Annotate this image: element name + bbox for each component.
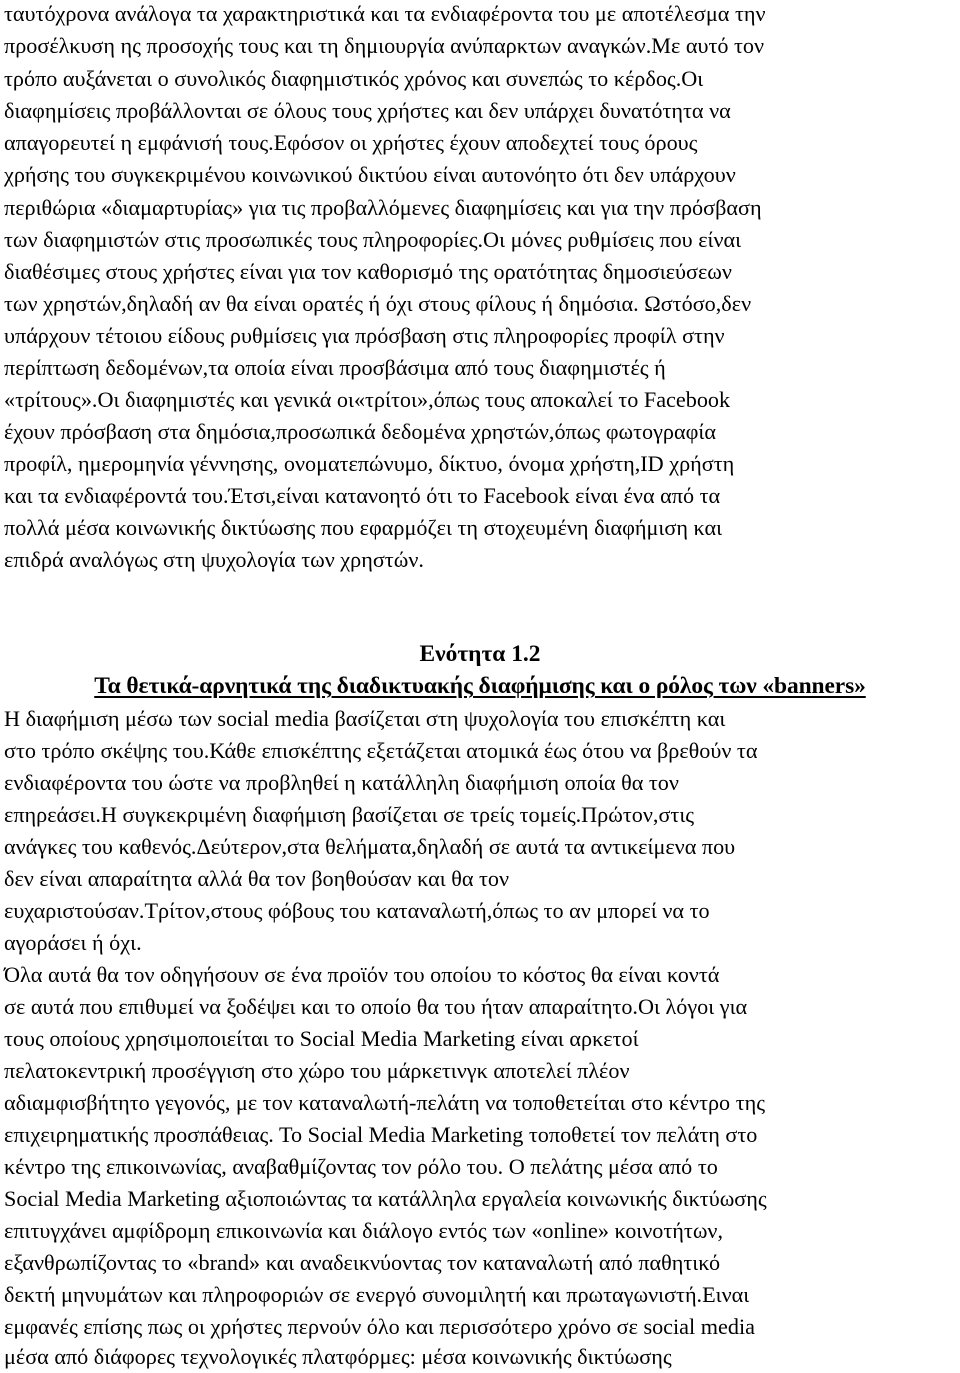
text-line: περιθώρια «διαμαρτυρίας» για τις προβαλλόμενες διαφημίσεις και για την πρόσβαση [4, 195, 762, 220]
text-line: αγοράσει ή όχι. [4, 930, 142, 955]
text-line: πελατοκεντρική προσέγγιση στο χώρο του μάρκετινγκ αποτελεί πλέον [4, 1058, 630, 1083]
text-line: αδιαμφισβήτητο γεγονός, με τον καταναλωτή-πελάτη να τοποθετείται στο κέντρο της [4, 1090, 766, 1115]
text-line: κέντρο της επικοινωνίας, αναβαθμίζοντας τον ρόλο του. Ο πελάτης μέσα από το [4, 1154, 718, 1179]
text-line: «τρίτους».Οι διαφημιστές και γενικά οι«τρίτοι»,όπως τους αποκαλεί το Facebook [4, 387, 731, 412]
text-line: σε αυτά που επιθυμεί να ξοδέψει και το οποίο θα του ήταν απαραίτητο.Οι λόγοι για [4, 994, 748, 1019]
section-title: Τα θετικά-αρνητικά της διαδικτυακής διαφήμισης και ο ρόλος των «banners» [94, 673, 866, 699]
section-label: Ενότητα 1.2 [419, 641, 541, 667]
text-line: διαθέσιμες στους χρήστες είναι για τον καθορισμό της ορατότητας δημοσιεύσεων [4, 259, 732, 284]
text-line: προφίλ, ημερομηνία γέννησης, ονοματεπώνυμο, δίκτυο, όνομα χρήστη,ID χρήστη [4, 451, 735, 476]
text-line: δεκτή μηνυμάτων και πληροφοριών σε ενεργό συνομιλητή και πρωταγωνιστή.Ειναι [4, 1282, 750, 1307]
text-line: προσέλκυση ης προσοχής τους και τη δημιουργία ανύπαρκτων αναγκών.Με αυτό τον [4, 33, 765, 58]
text-line: υπάρχουν τέτοιου είδους ρυθμίσεις για πρόσβαση στις πληροφορίες προφίλ στην [4, 323, 725, 348]
text-line: ταυτόχρονα ανάλογα τα χαρακτηριστικά και τα ενδιαφέροντα του με αποτέλεσμα την [4, 1, 766, 26]
text-line: απαγορευτεί η εμφάνισή τους.Εφόσον οι χρήστες έχουν αποδεχτεί τους όρους [4, 130, 698, 155]
text-line: επιδρά αναλόγως στη ψυχολογία των χρηστών. [4, 547, 424, 572]
text-line: των χρηστών,δηλαδή αν θα είναι ορατές ή όχι στους φίλους ή δημόσια. Ωστόσο,δεν [4, 291, 752, 316]
text-line: και τα ενδιαφέροντά του.Έτσι,είναι κατανοητό ότι το Facebook είναι ένα από τα [4, 483, 721, 508]
text-line: Η διαφήμιση μέσω των social media βασίζεται στη ψυχολογία του επισκέπτη και [4, 706, 726, 731]
text-line: πολλά μέσα κοινωνικής δικτύωσης που εφαρμόζει τη στοχευμένη διαφήμιση και [4, 515, 723, 540]
text-line: ανάγκες του καθενός.Δεύτερον,στα θελήματα,δηλαδή σε αυτά τα αντικείμενα που [4, 834, 736, 859]
text-line: εμφανές επίσης πως οι χρήστες περνούν όλο και περισσότερο χρόνο σε social media [4, 1314, 755, 1339]
text-line: έχουν πρόσβαση στα δημόσια,προσωπικά δεδομένα χρηστών,όπως φωτογραφία [4, 419, 717, 444]
text-line: τρόπο αυξάνεται ο συνολικός διαφημιστικός χρόνος και συνεπώς το κέρδος.Οι [4, 66, 704, 91]
text-line: Όλα αυτά θα τον οδηγήσουν σε ένα προϊόν του οποίου το κόστος θα είναι κοντά [4, 962, 720, 987]
text-line: δεν είναι απαραίτητα αλλά θα τον βοηθούσαν και θα τον [4, 866, 510, 891]
text-line: των διαφημιστών στις προσωπικές τους πληροφορίες.Οι μόνες ρυθμίσεις που είναι [4, 227, 742, 252]
text-line: ενδιαφέροντα του ώστε να προβληθεί η κατάλληλη διαφήμιση οποία θα τον [4, 770, 679, 795]
text-line: διαφημίσεις προβάλλονται σε όλους τους χρήστες και δεν υπάρχει δυνατότητα να [4, 98, 731, 123]
text-line: εξανθρωπίζοντας το «brand» και αναδεικνύοντας τον καταναλωτή από παθητικό [4, 1250, 721, 1275]
text-line: επηρεάσει.Η συγκεκριμένη διαφήμιση βασίζεται σε τρείς τομείς.Πρώτον,στις [4, 802, 695, 827]
text-line: τους οποίους χρησιμοποιείται το Social Media Marketing είναι αρκετοί [4, 1026, 639, 1051]
text-line: ευχαριστούσαν.Τρίτον,στους φόβους του καταναλωτή,όπως το αν μπορεί να το [4, 898, 710, 923]
text-line: στο τρόπο σκέψης του.Κάθε επισκέπτης εξετάζεται ατομικά έως ότου να βρεθούν τα [4, 738, 758, 763]
text-line: επιτυγχάνει αμφίδρομη επικοινωνία και διάλογο εντός των «online» κοινοτήτων, [4, 1218, 724, 1243]
text-line: Social Media Marketing αξιοποιώντας τα κατάλληλα εργαλεία κοινωνικής δικτύωσης [4, 1186, 767, 1211]
text-line: επιχειρηματικής προσπάθειας. Το Social Media Marketing τοποθετεί τον πελάτη στο [4, 1122, 758, 1147]
text-line: μέσα από διάφορες τεχνολογικές πλατφόρμες: μέσα κοινωνικής δικτύωσης [4, 1344, 672, 1369]
text-line: χρήσης του συγκεκριμένου κοινωνικού δικτύου είναι αυτονόητο ότι δεν υπάρχουν [4, 162, 736, 187]
text-line: περίπτωση δεδομένων,τα οποία είναι προσβάσιμα από τους διαφημιστές ή [4, 355, 666, 380]
